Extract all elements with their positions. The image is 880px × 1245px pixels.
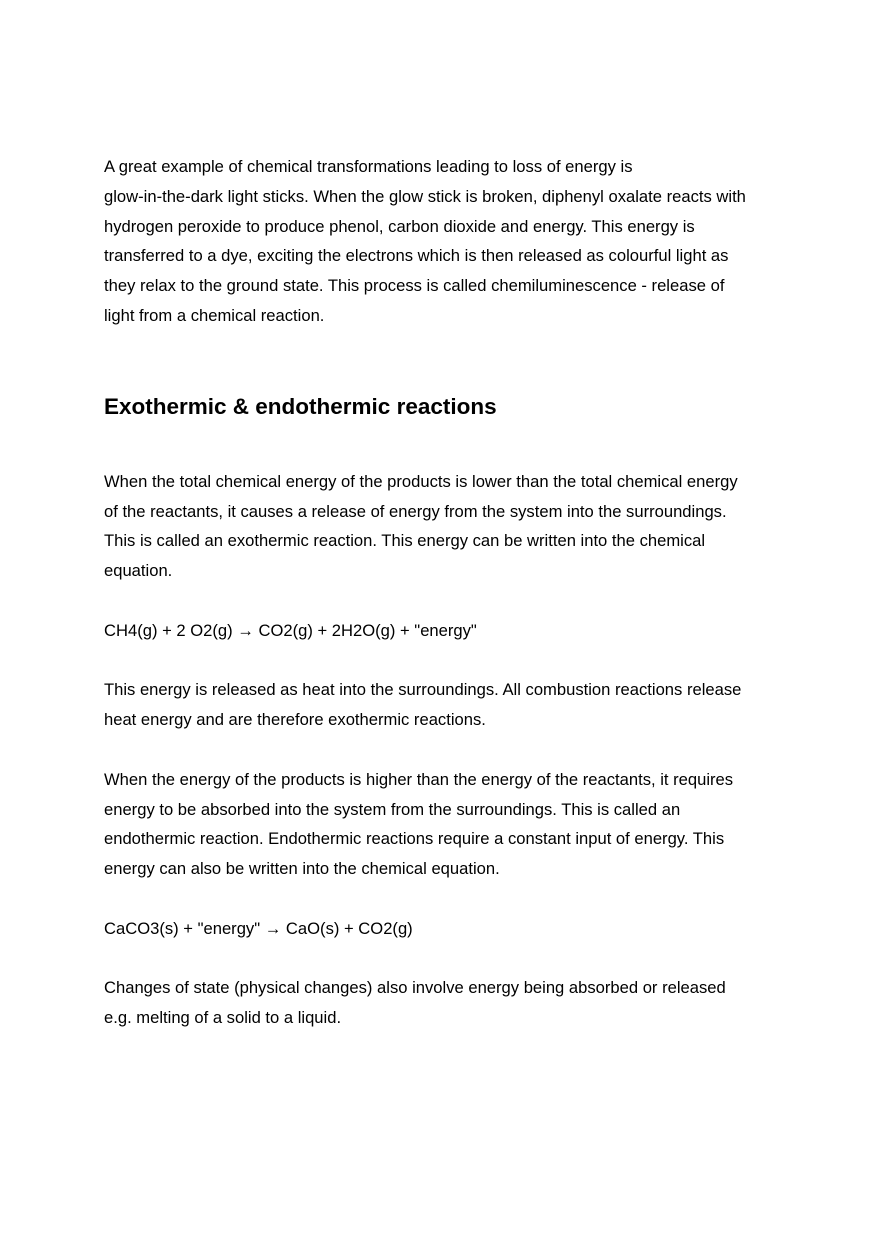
text-line: Changes of state (physical changes) also involve energy being absorbed or released (104, 978, 726, 998)
intro-paragraph (104, 152, 784, 331)
text-line: glow-in-the-dark light sticks. When the glow stick is broken, diphenyl oxalate reacts with (104, 186, 746, 206)
text-line: transferred to a dye, exciting the electrons which is then released as colourful light as (104, 246, 729, 266)
exothermic-paragraph (104, 467, 784, 586)
text-line: e.g. melting of a solid to a liquid. (104, 1008, 342, 1028)
text-line: A great example of chemical transformations leading to loss of energy is (104, 157, 633, 176)
text-line: they relax to the ground state. This process is called chemiluminescence - release of (104, 276, 725, 296)
text-line: hydrogen peroxide to produce phenol, carbon dioxide and energy. This energy is (104, 216, 695, 236)
text-line: When the energy of the products is higher than the energy of the reactants, it requires (104, 769, 734, 789)
text-line: energy to be absorbed into the system from the surroundings. This is called an (104, 799, 681, 819)
combustion-equation: CH4(g) + 2 O2(g) → CO2(g) + 2H2O(g) + "energy" (104, 620, 477, 640)
heat-paragraph (104, 675, 784, 735)
text-line: This energy is released as heat into the surroundings. All combustion reactions release (104, 680, 742, 700)
text-line: of the reactants, it causes a release of energy from the system into the surroundings. (104, 501, 727, 521)
section-heading: Exothermic & endothermic reactions (104, 393, 497, 419)
document-page (104, 152, 784, 1033)
text-line: heat energy and are therefore exothermic reactions. (104, 710, 486, 730)
text-line: light from a chemical reaction. (104, 305, 325, 325)
state-change-paragraph (104, 973, 784, 1033)
text-line: When the total chemical energy of the products is lower than the total chemical energy (104, 471, 738, 491)
text-line: endothermic reaction. Endothermic reactions require a constant input of energy. This (104, 829, 725, 849)
decomposition-equation: CaCO3(s) + "energy" → CaO(s) + CO2(g) (104, 918, 413, 938)
text-line: equation. (104, 561, 173, 581)
text-line: energy can also be written into the chemical equation. (104, 859, 500, 879)
text-line: This is called an exothermic reaction. This energy can be written into the chemical (104, 531, 706, 551)
endothermic-paragraph (104, 765, 784, 884)
